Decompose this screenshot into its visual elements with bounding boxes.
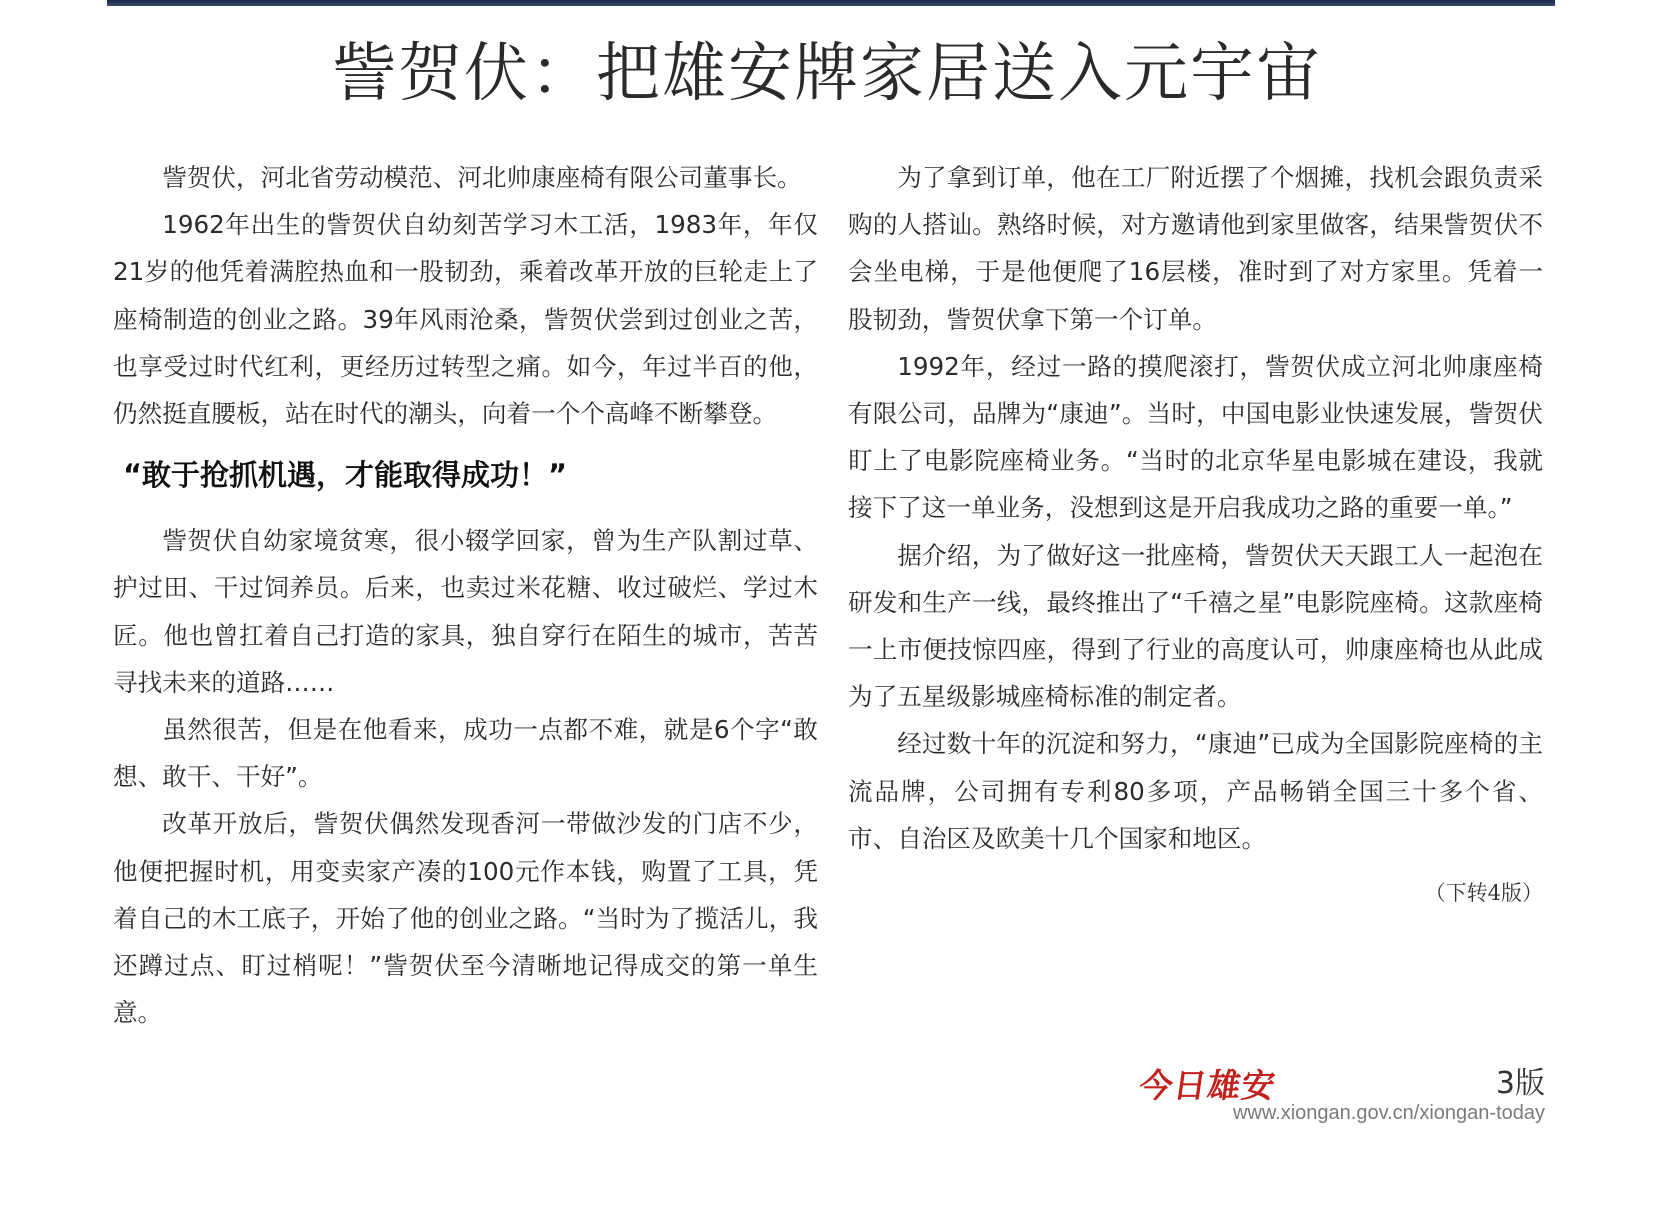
continued-note: （下转4版） [1424,881,1543,906]
paragraph: 经过数十年的沉淀和努力，“康迪”已成为全国影院座椅的主流品牌，公司拥有专利80多项，产品畅销全国三十多个省、市、自治区及欧美十几个国家和地区。 [848,729,1543,853]
paragraph: 据介绍，为了做好这一批座椅，訾贺伏天天跟工人一起泡在研发和生产一线，最终推出了“千禧之星”电影院座椅。这款座椅一上市便技惊四座，得到了行业的高度认可，帅康座椅也从此成为了五星级影城座椅标准的制定者。 [848,540,1543,712]
top-rule [107,0,1555,6]
paragraph: 为了拿到订单，他在工厂附近摆了个烟摊，找机会跟负责采购的人搭讪。熟络时候，对方邀请他到家里做客，结果訾贺伏不会坐电梯，于是他便爬了16层楼，准时到了对方家里。凭着一股韧劲，訾贺伏拿下第一个订单。 [848,163,1543,334]
page-number: 3版 [1495,1066,1545,1101]
paragraph: 訾贺伏自幼家境贫寒，很小辍学回家，曾为生产队割过草、护过田、干过饲养员。后来，也卖过米花糖、收过破烂、学过木匠。他也曾扛着自己打造的家具，独自穿行在陌生的城市，苦苦寻找未来的道路…… [113,526,818,697]
paragraph: 1962年出生的訾贺伏自幼刻苦学习木工活，1983年，年仅21岁的他凭着满腔热血和一股韧劲，乘着改革开放的巨轮走上了座椅制造的创业之路。39年风雨沧桑，訾贺伏尝到过创业之苦，也享受过时代红利，更经历过转型之痛。如今，年过半百的他，仍然挺直腰板，站在时代的潮头，向着一个个高峰不断攀登。 [113,210,818,429]
newspaper-logo: 今日雄安 [1136,1066,1279,1105]
website-url: www.xiongan.gov.cn/xiongan-today [1232,1102,1545,1124]
right-column [848,154,1543,917]
paragraph: 1992年，经过一路的摸爬滚打，訾贺伏成立河北帅康座椅有限公司，品牌为“康迪”。当时，中国电影业快速发展，訾贺伏盯上了电影院座椅业务。“当时的北京华星电影城在建设，我就接下了这一单业务，没想到这是开启我成功之路的重要一单。” [848,351,1543,523]
paragraph: 訾贺伏，河北省劳动模范、河北帅康座椅有限公司董事长。 [162,163,802,192]
paragraph: 改革开放后，訾贺伏偶然发现香河一带做沙发的门店不少，他便把握时机，用变卖家产凑的100元作本钱，购置了工具，凭着自己的木工底子，开始了他的创业之路。“当时为了揽活儿，我还蹲过点、盯过梢呢！”訾贺伏至今清晰地记得成交的第一单生意。 [113,809,818,1028]
section-subhead: “敢于抢抓机遇，才能取得成功！” [123,458,568,493]
article-headline: 訾贺伏：把雄安牌家居送入元宇宙 [332,37,1322,111]
paragraph: 虽然很苦，但是在他看来，成功一点都不难，就是6个字“敢想、敢干、干好”。 [113,715,818,792]
left-column [113,154,818,1036]
